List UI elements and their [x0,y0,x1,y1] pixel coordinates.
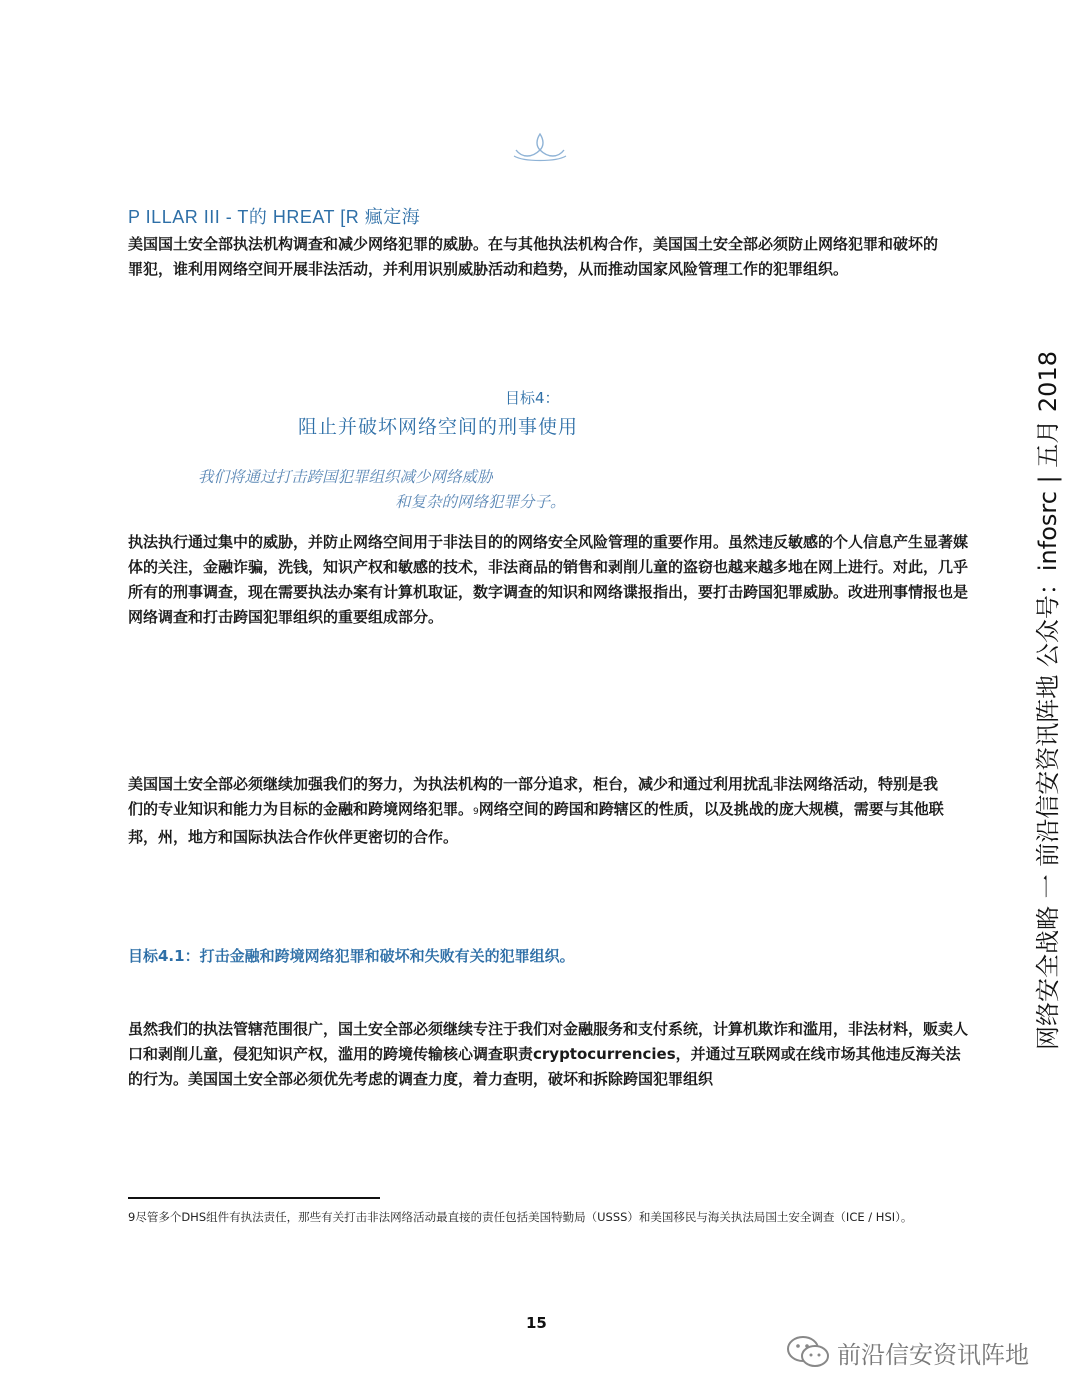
footnote-divider [128,1197,380,1199]
wechat-icon [785,1334,831,1370]
body-paragraph-3 [128,772,948,850]
paragraph-3-text-a: 美国国土安全部必须继续加强我们的努力，为执法机构的一部分追求，柜台，减少和通过利用扰乱非法网络活动，特别是我们的专业知识和能力为目标的金融和跨境网络犯罪。 [128,775,939,818]
pillar-heading: P ILLAR III - T的 HREAT [R 瘋定海 [128,207,421,227]
side-running-header: 网络安全战略 一 前沿信安资讯阵地 公众号：infosrc | 五月 2018 [1034,351,1062,1050]
footnote-reference[interactable]: 9 [473,807,479,817]
goal-quote-line-2: 和复杂的网络犯罪分子。 [395,493,566,511]
watermark-text: 前沿信安资讯阵地 [837,1340,1029,1369]
goal-quote-line-1: 我们将通过打击跨国犯罪组织减少网络威胁 [198,468,493,486]
sub-goal-heading: 目标4.1：打击金融和跨境网络犯罪和破坏和失败有关的犯罪组织。 [128,947,575,965]
goal-title: 阻止并破坏网络空间的刑事使用 [298,416,579,438]
footnote: 9尽管多个DHS组件有执法责任，那些有关打击非法网络活动最直接的责任包括美国特勤局（USSS）和美国移民与海关执法局国土安全调查（ICE / HSI）。 [128,1210,913,1224]
body-paragraph-2: 执法执行通过集中的威胁，并防止网络空间用于非法目的的网络安全风险管理的重要作用。虽然违反敏感的个人信息产生显著媒体的关注，金融诈骗，洗钱，知识产权和敏感的技术，非法商品的销售和剥削儿童的盗窃也越来越多地在网上进行。对此，几乎所有的刑事调查，现在需要执法办案有计算机取证，数字调查的知识和网络谍报指出，要打击跨国犯罪威胁。改进刑事情报也是网络调查和打击跨国犯罪组织的重要组成部分。 [128,533,969,626]
goal-label: 目标4： [505,389,560,407]
intro-paragraph: 美国国土安全部执法机构调查和减少网络犯罪的威胁。在与其他执法机构合作，美国国土安全部必须防止网络犯罪和破坏的罪犯，谁利用网络空间开展非法活动，并利用识别威胁活动和趋势，从而推动国家风险管理工作的犯罪组织。 [128,235,939,278]
flourish-ornament-icon [510,128,570,164]
paragraph-3-text-b: 网络空间的跨国和跨辖区的性质，以及挑战的庞大规模，需要与其他联邦，州，地方和国际执法合作伙伴更密切的合作。 [128,800,944,846]
page-number: 15 [526,1314,547,1332]
body-paragraph-4: 虽然我们的执法管辖范围很广，国土安全部必须继续专注于我们对金融服务和支付系统，计算机欺诈和滥用，非法材料，贩卖人口和剥削儿童，侵犯知识产权，滥用的跨境传输核心调查职责cryptocurrencies，并通过互联网或在线市场其他违反海关法的行为。美国国土安全部必须优先考虑的调查力度，着力查明，破坏和拆除跨国犯罪组织 [128,1020,969,1088]
watermark [785,1332,1029,1372]
